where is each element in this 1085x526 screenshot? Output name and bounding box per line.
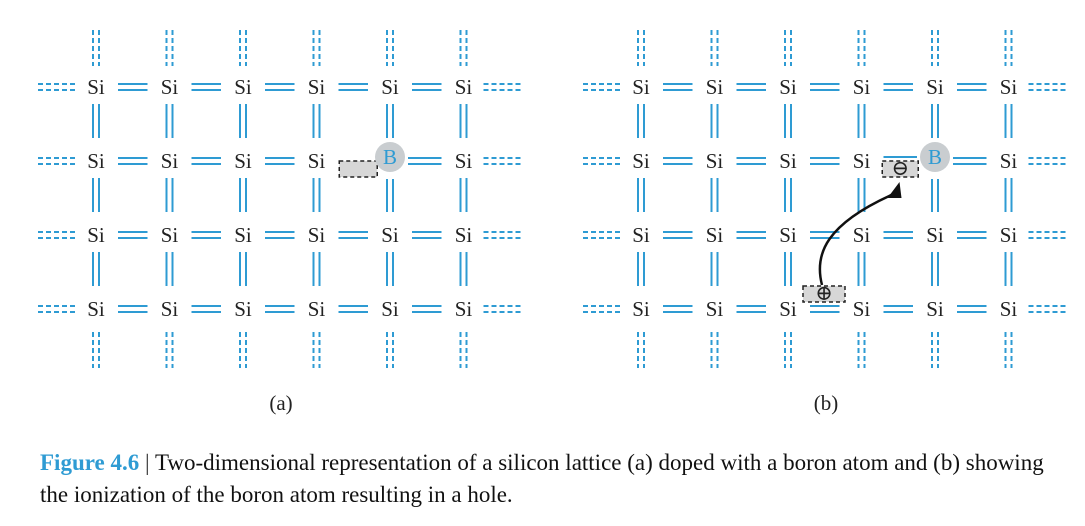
edge-bond-left <box>38 232 76 238</box>
silicon-atom: Si <box>454 75 473 99</box>
silicon-atom: Si <box>87 223 105 247</box>
charge-symbol: ⊖ <box>891 156 910 180</box>
bond <box>810 84 840 90</box>
edge-bond-left <box>38 84 76 90</box>
edge-bond-bottom <box>785 332 791 368</box>
bond <box>93 178 99 212</box>
bond <box>412 306 442 312</box>
bond <box>785 178 791 212</box>
bond <box>412 84 442 90</box>
bond <box>859 252 865 286</box>
bond <box>240 178 246 212</box>
edge-bond-left <box>583 306 621 312</box>
bond <box>167 178 173 212</box>
edge-bond-top <box>785 30 791 66</box>
edge-bond-top <box>932 30 938 66</box>
edge-bond-bottom <box>387 332 393 368</box>
boron-label: B <box>382 145 398 169</box>
silicon-atom: Si <box>779 223 797 247</box>
silicon-atom: Si <box>852 297 871 321</box>
silicon-atom: Si <box>381 75 399 99</box>
figure-number: Figure 4.6 <box>40 450 140 475</box>
bond <box>93 252 99 286</box>
silicon-atom: Si <box>454 297 473 321</box>
silicon-atom: Si <box>632 297 650 321</box>
bond <box>859 104 865 138</box>
bond <box>240 104 246 138</box>
bond <box>884 84 914 90</box>
edge-bond-bottom <box>167 332 173 368</box>
boron-atom <box>375 142 405 172</box>
silicon-atom: Si <box>307 297 326 321</box>
edge-bond-right <box>1029 232 1067 238</box>
bond <box>93 104 99 138</box>
silicon-atom: Si <box>307 223 326 247</box>
bond <box>1006 104 1012 138</box>
edge-bond-right <box>1029 306 1067 312</box>
silicon-atom: Si <box>160 297 179 321</box>
silicon-atom: Si <box>87 149 105 173</box>
bond <box>712 252 718 286</box>
edge-bond-left <box>583 84 621 90</box>
edge-bond-right <box>1029 84 1067 90</box>
bond <box>932 179 938 212</box>
edge-bond-right <box>1029 158 1067 164</box>
bond <box>884 306 914 312</box>
bond <box>118 158 148 164</box>
hole <box>803 281 845 305</box>
bond <box>265 232 295 238</box>
bond <box>638 104 644 138</box>
bond <box>932 252 938 286</box>
bond <box>953 158 987 164</box>
edge-bond-bottom <box>638 332 644 368</box>
silicon-atom: Si <box>87 75 105 99</box>
silicon-atom: Si <box>234 75 252 99</box>
bond <box>957 306 987 312</box>
silicon-atom: Si <box>852 75 871 99</box>
bond <box>712 178 718 212</box>
edge-bond-left <box>38 306 76 312</box>
bond <box>192 306 222 312</box>
bond <box>167 252 173 286</box>
silicon-atom: Si <box>852 149 871 173</box>
edge-bond-left <box>583 232 621 238</box>
edge-bond-top <box>93 30 99 66</box>
silicon-atom: Si <box>87 297 105 321</box>
edge-bond-bottom <box>240 332 246 368</box>
bond <box>932 104 938 138</box>
bond <box>785 252 791 286</box>
broken-bond <box>882 156 918 180</box>
bond <box>663 158 693 164</box>
bond <box>192 158 222 164</box>
bond <box>118 232 148 238</box>
caption-text: Two-dimensional representation of a silicon lattice (a) doped with a boron atom and (b) showing the ionization of the boron atom resulting in a hole. <box>40 450 1044 507</box>
silicon-atom: Si <box>999 297 1018 321</box>
edge-bond-top <box>1006 30 1012 66</box>
caption-separator: | <box>139 450 155 475</box>
silicon-atom: Si <box>779 75 797 99</box>
bond <box>957 232 987 238</box>
bond <box>810 306 840 312</box>
bond <box>712 104 718 138</box>
edge-bond-top <box>387 30 393 66</box>
silicon-atom: Si <box>705 297 724 321</box>
bond <box>118 84 148 90</box>
bond <box>663 84 693 90</box>
edge-bond-bottom <box>932 332 938 368</box>
edge-bond-top <box>240 30 246 66</box>
silicon-atom: Si <box>632 75 650 99</box>
bond <box>1006 252 1012 286</box>
silicon-atom: Si <box>160 223 179 247</box>
silicon-atom: Si <box>632 223 650 247</box>
silicon-atom: Si <box>705 75 724 99</box>
bond <box>412 232 442 238</box>
silicon-atom: Si <box>999 149 1018 173</box>
bond <box>461 178 467 212</box>
bond <box>265 84 295 90</box>
bond <box>461 252 467 286</box>
silicon-atom: Si <box>307 149 326 173</box>
bond <box>265 306 295 312</box>
silicon-atom: Si <box>381 223 399 247</box>
silicon-atom: Si <box>705 149 724 173</box>
bond <box>737 158 767 164</box>
vacancy-box <box>339 161 377 177</box>
boron-label: B <box>927 145 943 169</box>
silicon-atom: Si <box>234 149 252 173</box>
bond <box>663 232 693 238</box>
bond <box>265 158 295 164</box>
bond <box>737 84 767 90</box>
bond <box>884 232 914 238</box>
edge-bond-top <box>859 30 865 66</box>
edge-bond-bottom <box>314 332 320 368</box>
bond <box>314 252 320 286</box>
bond <box>461 104 467 138</box>
bond <box>638 178 644 212</box>
silicon-atom: Si <box>307 75 326 99</box>
edge-bond-left <box>583 158 621 164</box>
edge-bond-top <box>712 30 718 66</box>
bond <box>638 252 644 286</box>
bond <box>118 306 148 312</box>
edge-bond-bottom <box>93 332 99 368</box>
bond <box>737 232 767 238</box>
boron-atom <box>920 142 950 172</box>
silicon-atom: Si <box>632 149 650 173</box>
bond <box>663 306 693 312</box>
silicon-atom: Si <box>454 149 473 173</box>
silicon-atom: Si <box>926 223 944 247</box>
silicon-atom: Si <box>454 223 473 247</box>
bond <box>859 178 865 212</box>
panel-b-lattice <box>583 30 1067 368</box>
bond <box>387 104 393 138</box>
silicon-atom: Si <box>234 297 252 321</box>
figure-caption <box>40 447 1070 511</box>
silicon-atom: Si <box>234 223 252 247</box>
silicon-atom: Si <box>779 149 797 173</box>
bond <box>339 84 369 90</box>
bond <box>314 178 320 212</box>
edge-bond-top <box>461 30 467 66</box>
panel-a-label: (a) <box>269 391 293 415</box>
bond <box>957 84 987 90</box>
silicon-atom: Si <box>852 223 871 247</box>
edge-bond-right <box>484 232 522 238</box>
bond <box>192 232 222 238</box>
panel-a-lattice <box>38 30 522 368</box>
bond <box>408 158 442 164</box>
bond <box>785 104 791 138</box>
edge-bond-top <box>167 30 173 66</box>
charge-symbol: ⊕ <box>815 281 833 305</box>
bond <box>339 232 369 238</box>
arrow-head <box>888 182 902 198</box>
silicon-atom: Si <box>999 75 1018 99</box>
bond <box>192 84 222 90</box>
bond <box>240 252 246 286</box>
edge-bond-bottom <box>1006 332 1012 368</box>
bond <box>167 104 173 138</box>
edge-bond-top <box>314 30 320 66</box>
bond <box>339 306 369 312</box>
silicon-atom: Si <box>160 149 179 173</box>
silicon-atom: Si <box>926 297 944 321</box>
edge-bond-bottom <box>712 332 718 368</box>
edge-bond-left <box>38 158 76 164</box>
bond <box>314 104 320 138</box>
edge-bond-right <box>484 158 522 164</box>
panel-b-label: (b) <box>813 391 839 415</box>
bond <box>737 306 767 312</box>
silicon-atom: Si <box>381 297 399 321</box>
bond <box>387 252 393 286</box>
edge-bond-top <box>638 30 644 66</box>
bond <box>1006 178 1012 212</box>
broken-bond <box>339 161 377 177</box>
silicon-atom: Si <box>160 75 179 99</box>
edge-bond-right <box>484 84 522 90</box>
bond <box>810 158 840 164</box>
silicon-atom: Si <box>999 223 1018 247</box>
edge-bond-bottom <box>461 332 467 368</box>
bond <box>387 179 393 212</box>
silicon-atom: Si <box>779 297 797 321</box>
silicon-atom: Si <box>705 223 724 247</box>
edge-bond-bottom <box>859 332 865 368</box>
silicon-atom: Si <box>926 75 944 99</box>
edge-bond-right <box>484 306 522 312</box>
